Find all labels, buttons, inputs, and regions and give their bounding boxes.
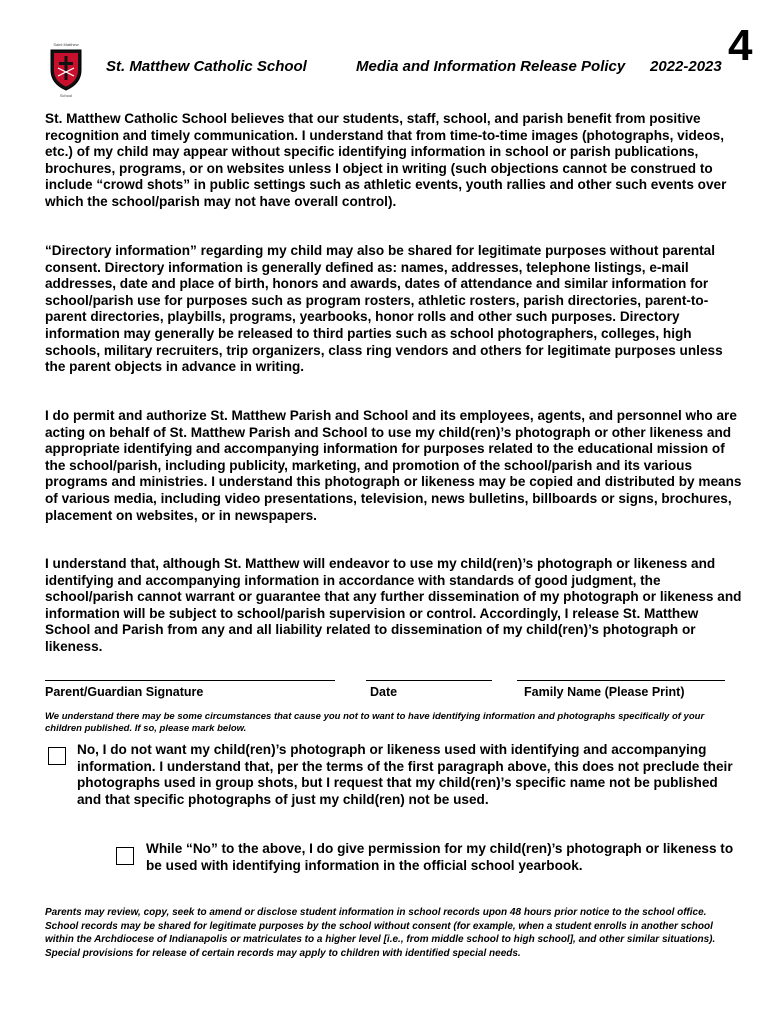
- yearbook-permission-checkbox[interactable]: [116, 847, 134, 865]
- no-photo-checkbox[interactable]: [48, 747, 66, 765]
- paragraph-authorization: I do permit and authorize St. Matthew Parish and School and its employees, agents, and personnel who are acting on behalf of St. Matthew Parish and School to use my child(ren)’s photograph or other likeness and appropriate identifying and accompanying information for purposes related to the educational mission of the school/parish, including publicity, marketing, and promotion of the school/parish and its various programs and ministries. I understand this photograph or likeness may be copied and distributed by means of various media, including video presentations, television, news bulletins, billboards or signs, brochures, placement on websites, or in newspapers.: [45, 408, 742, 523]
- date-label: Date: [370, 685, 398, 699]
- page-number: 4: [728, 21, 753, 70]
- school-crest-logo: [44, 42, 88, 102]
- opt-out-note: We understand there may be some circumstances that cause you not to want to have identifying information and photographs specifically of your children published. If so, please mark below.: [45, 711, 705, 734]
- family-name-label: Family Name (Please Print): [524, 685, 685, 699]
- policy-title: Media and Information Release Policy: [356, 58, 626, 75]
- crest-bottom-text: School: [59, 93, 73, 98]
- shield-icon: [49, 48, 83, 92]
- family-name-line[interactable]: [517, 680, 725, 681]
- school-year: 2022-2023: [650, 58, 722, 75]
- records-footer-note: Parents may review, copy, seek to amend or disclose student information in school records upon 48 hours prior notice to the school office. School records may be shared for legitimate purposes by the school without consent (for example, when a student enrolls in another school within the Archdiocese of Indianapolis or matriculates to a higher level [i.e., from middle school to high school], and other similar situations). Special provisions for release of certain records may apply to children with identified special needs.: [45, 907, 716, 959]
- yearbook-permission-option-text: While “No” to the above, I do give permission for my child(ren)’s photograph or likeness to be used with identifying information in the official school yearbook.: [146, 841, 734, 873]
- school-name: St. Matthew Catholic School: [106, 58, 307, 75]
- parent-signature-line[interactable]: [45, 680, 335, 681]
- date-line[interactable]: [366, 680, 492, 681]
- paragraph-release: I understand that, although St. Matthew will endeavor to use my child(ren)’s photograph or likeness and identifying and accompanying information in accordance with standards of good judgment, the school/parish cannot warrant or guarantee that any further dissemination of my photograph or likeness and information will be subject to school/parish supervision or control. Accordingly, I release St. Matthew School and Parish from any and all liability related to dissemination of my child(ren)’s photograph or likeness.: [45, 556, 742, 654]
- parent-signature-label: Parent/Guardian Signature: [45, 685, 204, 699]
- crest-top-text: Saint Matthew: [53, 42, 79, 47]
- paragraph-recognition: St. Matthew Catholic School believes that our students, staff, school, and parish benefit from positive recognition and timely communication. I understand that from time-to-time images (photographs, videos, etc.) of my child may appear without specific identifying information in school or parish publications, brochures, programs, or on websites unless I object in writing (such objections cannot be construed to include “crowd shots” in public settings such as athletic events, youth rallies and other such events over which the school/parish may not have overall control).: [45, 111, 727, 209]
- paragraph-directory-information: “Directory information” regarding my child may also be shared for legitimate purposes without parental consent. Directory information is generally defined as: names, addresses, telephone listings, e-mail addresses, date and place of birth, honors and awards, dates of attendance and similar information for school/parish use for purposes such as program rosters, athletic rosters, parish directories, parent-to-parent directories, playbills, programs, yearbooks, honor rolls and other such purposes. Directory information may generally be released to third parties such as school photographers, colleges, high schools, military recruiters, trip organizers, class ring vendors and others for legitimate purposes unless the parent objects in advance in writing.: [45, 243, 723, 375]
- no-photo-option-text: No, I do not want my child(ren)’s photograph or likeness used with identifying and accompanying information. I understand that, per the terms of the first paragraph above, this does not preclude their photographs used in group shots, but I request that my child(ren)’s specific name not be published and that specific photographs of just my child(ren) not be used.: [77, 742, 733, 807]
